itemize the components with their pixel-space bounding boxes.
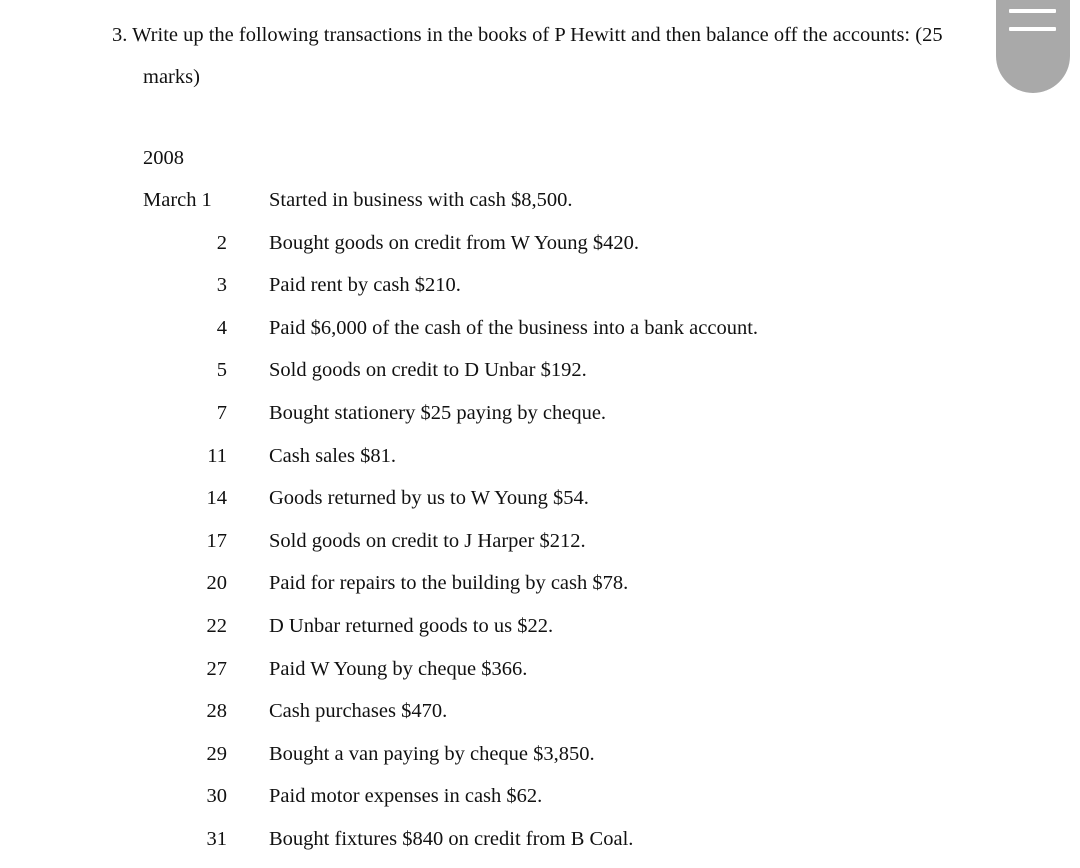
transaction-row [0, 825, 1080, 868]
year-label: 2008 [143, 147, 184, 169]
transaction-day: 27 [206, 657, 227, 680]
question-heading [112, 14, 972, 98]
transaction-day: 11 [207, 444, 227, 467]
transaction-day: 22 [206, 614, 227, 637]
question-text: Write up the following transactions in the books of P Hewitt and then balance off the accounts: (25 [132, 24, 943, 46]
transaction-row [0, 399, 1080, 442]
transaction-description: Cash sales $81. [269, 444, 396, 467]
transaction-row [0, 229, 1080, 272]
transaction-day: 30 [206, 785, 227, 808]
transaction-day: 4 [216, 316, 227, 339]
transaction-row [0, 612, 1080, 655]
transaction-day: 14 [206, 487, 227, 510]
transaction-day: 3 [216, 274, 227, 297]
transaction-row [0, 271, 1080, 314]
transaction-row [0, 186, 1080, 229]
transaction-day: 5 [216, 359, 227, 382]
transaction-row [0, 527, 1080, 570]
transaction-row [0, 697, 1080, 740]
transaction-row [0, 484, 1080, 527]
hamburger-menu-icon-bar [1009, 27, 1056, 31]
transaction-row [0, 442, 1080, 485]
transaction-description: Paid W Young by cheque $366. [269, 657, 528, 680]
transaction-description: Started in business with cash $8,500. [269, 189, 573, 211]
month-label: March [143, 189, 197, 211]
transaction-description: Bought a van paying by cheque $3,850. [269, 742, 595, 765]
transaction-day: 31 [206, 827, 227, 850]
question-text-continued: marks) [143, 66, 200, 88]
transaction-description: D Unbar returned goods to us $22. [269, 614, 554, 637]
transaction-description: Bought goods on credit from W Young $420. [269, 231, 639, 254]
transaction-row [0, 314, 1080, 357]
transaction-row [0, 782, 1080, 825]
transaction-day: 1 [201, 189, 212, 211]
transaction-day: 17 [206, 529, 227, 552]
question-number: 3. [112, 24, 128, 46]
transaction-description: Bought stationery $25 paying by cheque. [269, 401, 607, 424]
transaction-description: Sold goods on credit to D Unbar $192. [269, 359, 587, 382]
transaction-day: 29 [206, 742, 227, 765]
hamburger-menu-icon [1009, 9, 1056, 13]
transaction-day: 7 [216, 401, 227, 424]
transaction-description: Paid rent by cash $210. [269, 274, 461, 297]
transaction-day: 28 [206, 700, 227, 723]
question-line-1 [112, 14, 972, 56]
transaction-description: Goods returned by us to W Young $54. [269, 487, 589, 510]
transaction-row [0, 740, 1080, 783]
menu-button[interactable] [996, 0, 1070, 93]
transaction-day: 20 [206, 572, 227, 595]
transaction-description: Bought fixtures $840 on credit from B Coal. [269, 827, 634, 850]
transaction-row [0, 569, 1080, 612]
transaction-description: Paid for repairs to the building by cash $78. [269, 572, 629, 595]
transaction-description: Paid motor expenses in cash $62. [269, 785, 543, 808]
transaction-description: Paid $6,000 of the cash of the business into a bank account. [269, 316, 759, 339]
transaction-list [0, 186, 1080, 868]
transaction-row [0, 356, 1080, 399]
transaction-description: Cash purchases $470. [269, 700, 448, 723]
transaction-description: Sold goods on credit to J Harper $212. [269, 529, 586, 552]
transaction-row [0, 655, 1080, 698]
transaction-day: 2 [216, 231, 227, 254]
